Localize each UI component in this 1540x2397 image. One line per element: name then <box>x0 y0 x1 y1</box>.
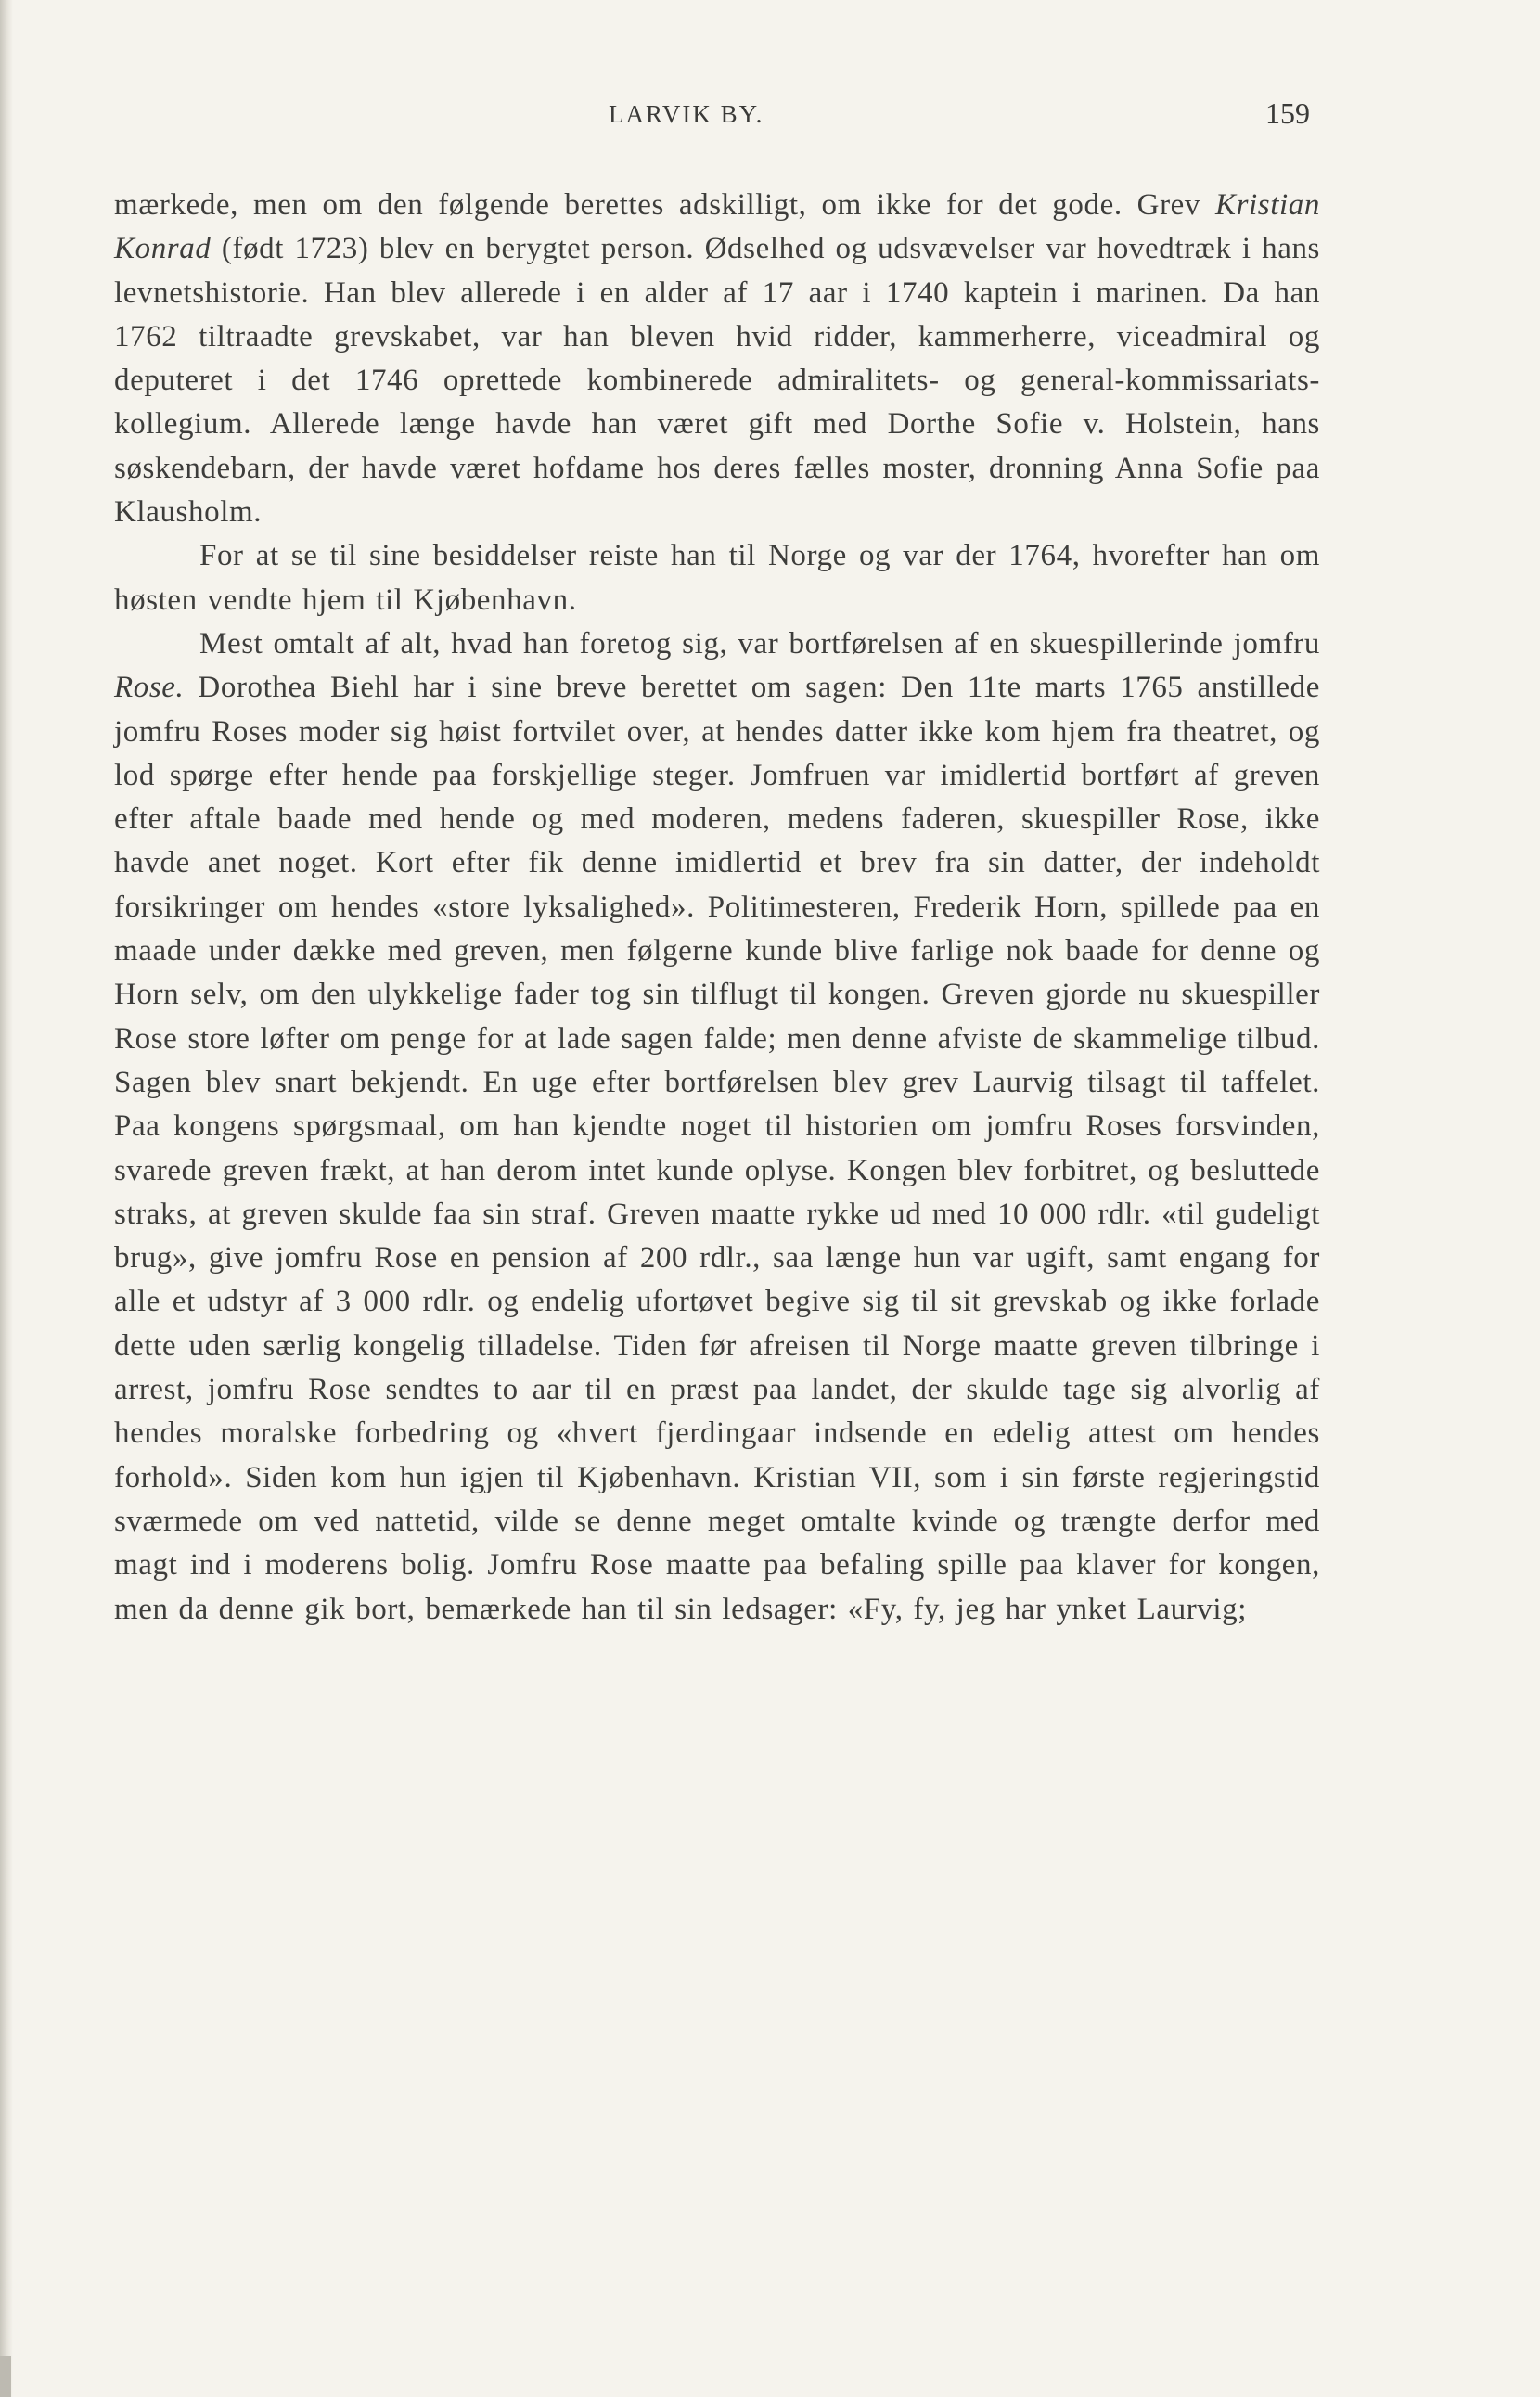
page-header <box>0 93 1540 148</box>
text-run: Dorothea Biehl har i sine breve berettet om sagen: Den 11te marts 1765 anstillede jomfru Roses moder sig høist fortvilet over, at hendes datter ikke kom hjem fra theatret, og lod spørge efter hende paa forskjellige steger. Jomfruen var imidlertid bortført af greven efter aftale baade med hende og med moderen, medens faderen, skuespiller Rose, ikke havde anet noget. Kort efter fik denne imidlertid et brev fra sin datter, der indeholdt forsikringer om hendes «store lyksalighed». Politimesteren, Frederik Horn, spillede paa en maade under dække med greven, men følgerne kunde blive farlige nok baade for denne og Horn selv, om den ulykkelige fader tog sin tilflugt til kongen. Greven gjorde nu skuespiller Rose store løfter om penge for at lade sagen falde; men denne afviste de skammelige tilbud. Sagen blev snart bekjendt. En uge efter bortførelsen blev grev Laurvig tilsagt til taffelet. Paa kongens spørgsmaal, om han kjendte noget til historien om jomfru Roses forsvinden, svarede greven frækt, at han derom intet kunde oplyse. Kongen blev forbitret, og besluttede straks, at greven skulde faa sin straf. Greven maatte rykke ud med 10 000 rdlr. «til gudeligt brug», give jomfru Rose en pension af 200 rdlr., saa længe hun var ugift, samt engang for alle et udstyr af 3 000 rdlr. og endelig ufortøvet begive sig til sit grevskab og ikke forlade dette uden særlig kongelig tilladelse. Tiden før afreisen til Norge maatte greven tilbringe i arrest, jomfru Rose sendtes to aar til en præst paa landet, der skulde tage sig alvorlig af hendes moralske forbedring og «hvert fjerdingaar indsende en edelig attest om hendes forhold». Siden kom hun igjen til Kjøbenhavn. Kristian VII, som i sin første regjeringstid sværmede om ved nattetid, vilde se denne meget omtalte kvinde og trængte derfor med magt ind i moderens bolig. Jomfru Rose maatte paa befaling spille paa klaver for kongen, men da denne gik bort, bemærkede han til sin ledsager: «Fy, fy, jeg har ynket Laurvig; <box>114 671 1320 1626</box>
paragraph <box>114 534 1320 622</box>
page-edge-mark <box>0 2356 11 2397</box>
text-run: (født 1723) blev en berygtet person. Ødselhed og udsvævelser var hovedtræk i hans levnetshistorie. Han blev allerede i en alder af 17 aar i 1740 kaptein i marinen. Da han 1762 tiltraadte grevskabet, var han bleven hvid ridder, kammerherre, viceadmiral og deputeret i det 1746 oprettede kombinerede admiralitets- og general-kommissariats-kollegium. Allerede længe havde han været gift med Dorthe Sofie v. Holstein, hans søskendebarn, der havde været hofdame hos deres fælles moster, dronning Anna Sofie paa Klausholm. <box>114 232 1320 530</box>
body-text <box>114 184 1320 1632</box>
text-run: Mest omtalt af alt, hvad han foretog sig, var bortførelsen af en skuespillerinde jomfru <box>199 626 1320 660</box>
page-number: 159 <box>1265 96 1310 130</box>
running-head: LARVIK BY. <box>609 100 764 128</box>
text-run: For at se til sine besiddelser reiste han til Norge og var der 1764, hvorefter han om høsten vendte hjem til Kjøbenhavn. <box>114 539 1320 617</box>
paragraph <box>114 184 1320 534</box>
text-run: mærkede, men om den følgende berettes adskilligt, om ikke for det gode. Grev <box>114 188 1215 222</box>
page-gutter-shadow <box>0 0 13 2397</box>
italic-name: Rose. <box>114 671 185 705</box>
paragraph <box>114 622 1320 1632</box>
italic-name: Kristian Konrad <box>114 188 1320 266</box>
